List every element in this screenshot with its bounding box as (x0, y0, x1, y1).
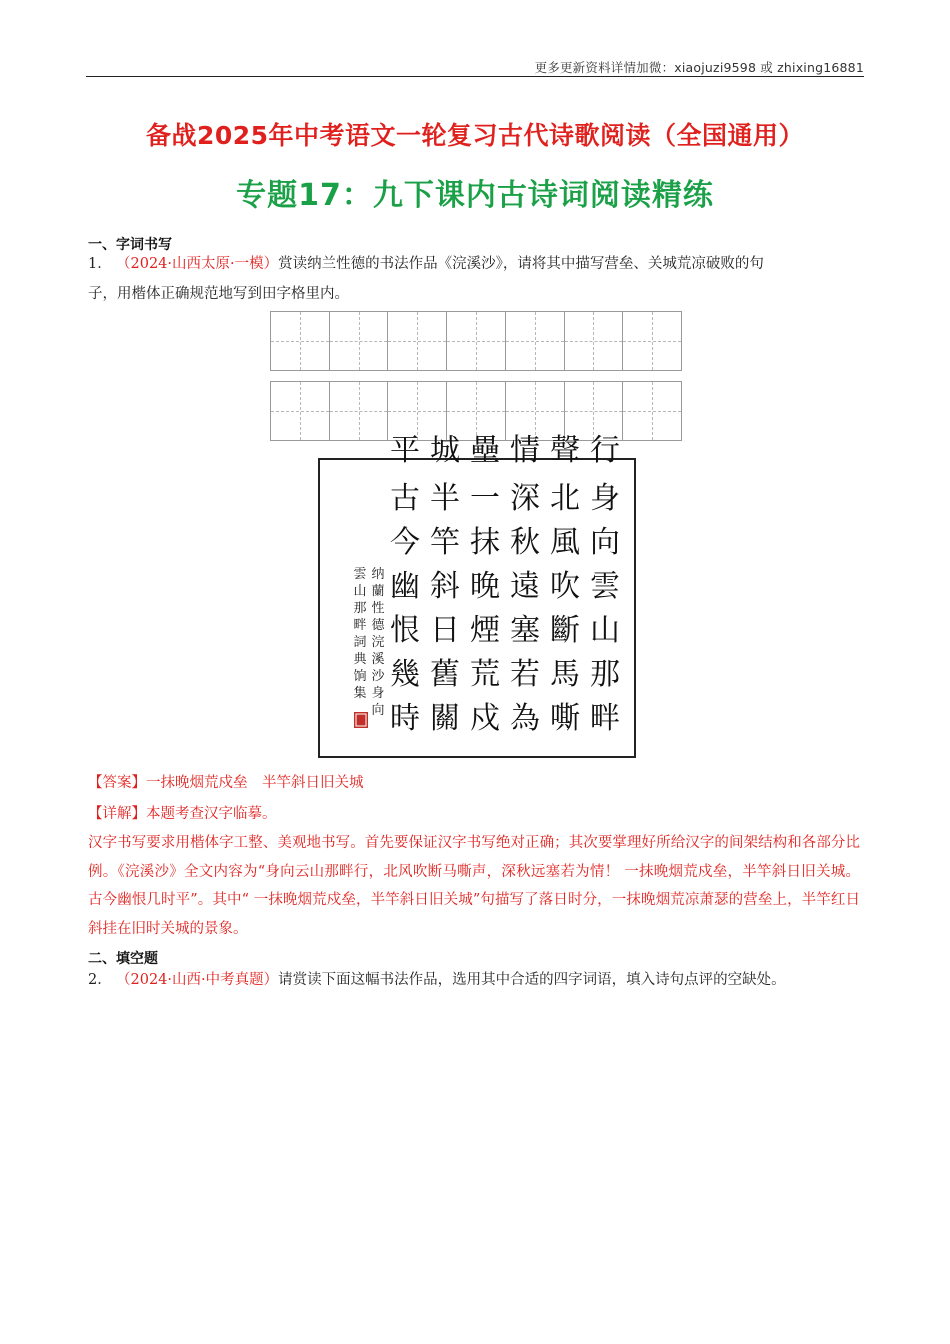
inscription-glyph: 身 (371, 686, 385, 701)
inscription-glyph: 集 (353, 686, 367, 701)
calligraphy-glyph: 嘶 (550, 701, 580, 736)
grid-cell[interactable] (330, 312, 388, 370)
inscription-glyph: 山 (353, 584, 367, 599)
grid-cell[interactable] (271, 312, 329, 370)
calligraphy-glyph: 深 (510, 481, 540, 516)
question-1-line-2: 子，用楷体正确规范地写到田字格里内。 (88, 286, 349, 302)
document-title: 备战2025年中考语文一轮复习古代诗歌阅读（全国通用） (145, 121, 805, 150)
calligraphy-glyph: 關 (430, 701, 460, 736)
calligraphy-glyph: 竿 (430, 525, 460, 560)
question-source: （2024·山西太原·一模） (116, 256, 279, 272)
inscription-glyph: 溪 (371, 652, 385, 667)
inscription-glyph: 性 (371, 601, 385, 616)
calligraphy-glyph: 抹 (470, 525, 500, 560)
calligraphy-glyph: 斷 (550, 613, 580, 648)
calligraphy-glyph: 那 (590, 657, 620, 692)
inscription-glyph: 蘭 (371, 584, 385, 599)
calligraphy-glyph: 幾 (390, 657, 420, 692)
document-subtitle: 专题17：九下课内古诗词阅读精练 (236, 178, 714, 213)
calligraphy-glyph: 晚 (470, 569, 500, 604)
calligraphy-glyph: 恨 (390, 613, 420, 648)
grid-cell[interactable] (506, 382, 564, 440)
calligraphy-glyph: 向 (590, 525, 620, 560)
calligraphy-glyph: 荒 (470, 657, 500, 692)
inscription-glyph: 典 (353, 652, 367, 667)
calligraphy-glyph: 身 (590, 481, 620, 516)
question-source: （2024·山西·中考真题） (116, 972, 279, 988)
calligraphy-glyph: 情 (510, 433, 540, 468)
detail-heading: 【详解】本题考查汉字临摹。 (88, 806, 277, 822)
calligraphy-glyph: 馬 (550, 657, 580, 692)
calligraphy-glyph: 聲 (550, 433, 580, 468)
tianzige-grid-row-2[interactable] (270, 381, 682, 441)
calligraphy-glyph: 斜 (430, 569, 460, 604)
inscription-glyph: 詞 (353, 635, 367, 650)
calligraphy-glyph: 半 (430, 481, 460, 516)
tianzige-grid-row-1[interactable] (270, 311, 682, 371)
inscription-glyph: 向 (371, 703, 385, 718)
calligraphy-glyph: 今 (390, 525, 420, 560)
inscription-glyph: 雲 (353, 567, 367, 582)
answer-line: 【答案】一抹晚烟荒戍垒 半竿斜日旧关城 (88, 775, 364, 791)
section-heading-1: 一、字词书写 (88, 237, 172, 253)
inscription-glyph: 纳 (371, 567, 385, 582)
grid-cell[interactable] (506, 312, 564, 370)
calligraphy-glyph: 若 (510, 657, 540, 692)
grid-cell[interactable] (565, 312, 623, 370)
inscription-glyph: 沙 (371, 669, 385, 684)
question-number: 1． (88, 256, 112, 272)
calligraphy-glyph: 戍 (470, 701, 500, 736)
calligraphy-glyph: 古 (390, 481, 420, 516)
calligraphy-svg (320, 433, 634, 756)
grid-cell[interactable] (565, 382, 623, 440)
question-number: 2． (88, 972, 112, 988)
grid-cell[interactable] (447, 312, 505, 370)
question-1-line-1 (88, 250, 864, 278)
calligraphy-glyph: 為 (510, 701, 540, 736)
calligraphy-glyph: 雲 (590, 569, 620, 604)
calligraphy-glyph: 壘 (470, 433, 500, 468)
calligraphy-glyph: 城 (430, 433, 460, 468)
grid-cell[interactable] (388, 382, 446, 440)
inscription-glyph: 那 (353, 601, 367, 616)
calligraphy-glyph: 日 (430, 613, 460, 648)
detail-explanation: 汉字书写要求用楷体字工整、美观地书写。首先要保证汉字书写绝对正确；其次要掌理好所给汉字的间架结构和各部分比例。《浣溪沙》全文内容为“身向云山那畔行，北风吹断马嘶声，深秋远塞若为情！ 一抹晚烟荒戍垒，半竿斜日旧关城。古今幽恨几时平”。其中“ 一抹晚烟荒戍垒，半竿斜日旧关城”句描写了落日时分，一抹晚烟荒凉萧瑟的营垒上，半竿红日斜挂在旧时关城的景象。 (88, 835, 860, 937)
question-text: 赏读纳兰性德的书法作品《浣溪沙》，请将其中描写营垒、关城荒凉破败的句 (278, 256, 764, 272)
calligraphy-glyph: 時 (390, 701, 420, 736)
calligraphy-glyph: 吹 (550, 569, 580, 604)
header-note: 更多更新资料详情加微：xiaojuzi9598 或 zhixing16881 (534, 60, 864, 75)
question-2-line (88, 966, 864, 994)
calligraphy-glyph: 秋 (510, 525, 540, 560)
calligraphy-glyph: 風 (550, 525, 580, 560)
grid-cell[interactable] (330, 382, 388, 440)
grid-cell[interactable] (388, 312, 446, 370)
calligraphy-glyph: 幽 (390, 569, 420, 604)
calligraphy-glyph: 畔 (590, 701, 620, 736)
section-heading-2: 二、填空题 (88, 951, 158, 967)
inscription-glyph: 畔 (353, 618, 367, 633)
header-divider (86, 76, 864, 77)
calligraphy-glyph: 一 (470, 481, 500, 516)
question-text: 请赏读下面这幅书法作品，选用其中合适的四字词语，填入诗句点评的空缺处。 (278, 972, 786, 988)
grid-cell[interactable] (447, 382, 505, 440)
calligraphy-glyph: 平 (390, 433, 420, 468)
calligraphy-glyph: 行 (590, 433, 620, 468)
calligraphy-glyph: 山 (590, 613, 620, 648)
calligraphy-glyph: 遠 (510, 569, 540, 604)
calligraphy-glyph: 塞 (510, 613, 540, 648)
grid-cell[interactable] (623, 312, 681, 370)
inscription-glyph: 饷 (353, 669, 367, 684)
inscription-glyph: 德 (371, 618, 385, 633)
calligraphy-glyph: 舊 (430, 657, 460, 692)
calligraphy-glyph: 北 (550, 481, 580, 516)
inscription-glyph: 浣 (371, 635, 385, 650)
grid-cell[interactable] (271, 382, 329, 440)
calligraphy-glyph: 煙 (470, 613, 500, 648)
calligraphy-image (318, 433, 636, 758)
grid-cell[interactable] (623, 382, 681, 440)
